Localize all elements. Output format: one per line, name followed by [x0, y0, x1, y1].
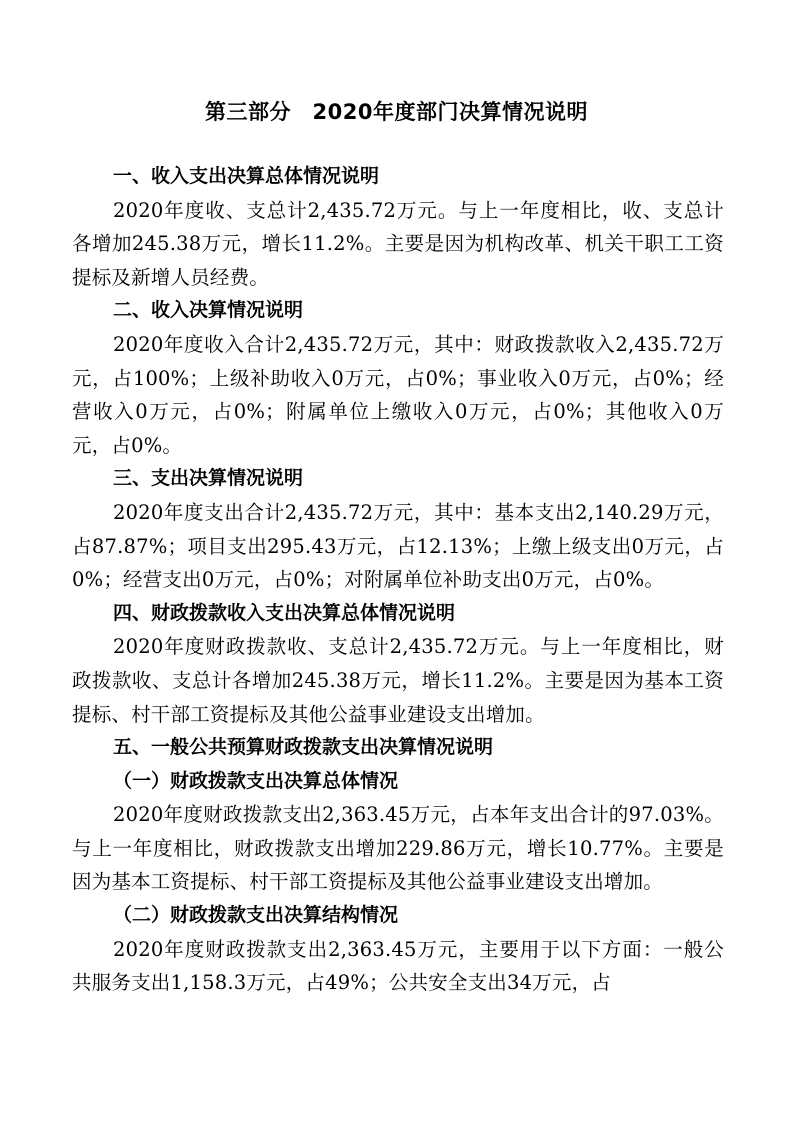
subsection-heading-structure: （二）财政拨款支出决算结构情况 — [113, 904, 399, 927]
subsection-text-structure: 2020年度财政拨款支出2,363.45万元，主要用于以下方面：一般公共服务支出1,158.3万元，占49%；公共安全支出34万元，占 — [72, 937, 724, 995]
page-title: 第三部分 2020年度部门决算情况说明 — [205, 100, 588, 124]
subsection-heading-overall: （一）财政拨款支出决算总体情况 — [113, 769, 399, 792]
document-body — [72, 160, 724, 1000]
section-heading-expenditure: 三、支出决算情况说明 — [113, 467, 304, 490]
subsection-text-overall: 2020年度财政拨款支出2,363.45万元，占本年支出合计的97.03%。与上一年度相比，财政拨款支出增加229.86万元，增长10.77%。主要是因为基本工资提标、村干部工资提标及其他公益事业建设支出增加。 — [72, 803, 724, 894]
section-heading-income: 二、收入决算情况说明 — [113, 299, 304, 322]
section-text-fiscal: 2020年度财政拨款收、支总计2,435.72万元。与上一年度相比，财政拨款收、支总计各增加245.38万元，增长11.2%。主要是因为基本工资提标、村干部工资提标及其他公益事业建设支出增加。 — [72, 635, 724, 726]
section-heading-general-budget: 五、一般公共预算财政拨款支出决算情况说明 — [113, 736, 494, 759]
section-heading-fiscal: 四、财政拨款收入支出决算总体情况说明 — [113, 601, 456, 624]
section-heading-overall: 一、收入支出决算总体情况说明 — [113, 165, 380, 187]
section-text-income: 2020年度收入合计2,435.72万元，其中：财政拨款收入2,435.72万元，占100%；上级补助收入0万元，占0%；事业收入0万元，占0%；经营收入0万元，占0%；附属单位上缴收入0万元，占0%；其他收入0万元，占0%。 — [72, 332, 724, 457]
section-text-overall: 2020年度收、支总计2,435.72万元。与上一年度相比，收、支总计各增加245.38万元，增长11.2%。主要是因为机构改革、机关干职工工资提标及新增人员经费。 — [72, 198, 724, 289]
section-text-expenditure: 2020年度支出合计2,435.72万元，其中：基本支出2,140.29万元，占87.87%；项目支出295.43万元，占12.13%；上缴上级支出0万元，占0%；经营支出0万元，占0%；对附属单位补助支出0万元，占0%。 — [72, 500, 724, 592]
